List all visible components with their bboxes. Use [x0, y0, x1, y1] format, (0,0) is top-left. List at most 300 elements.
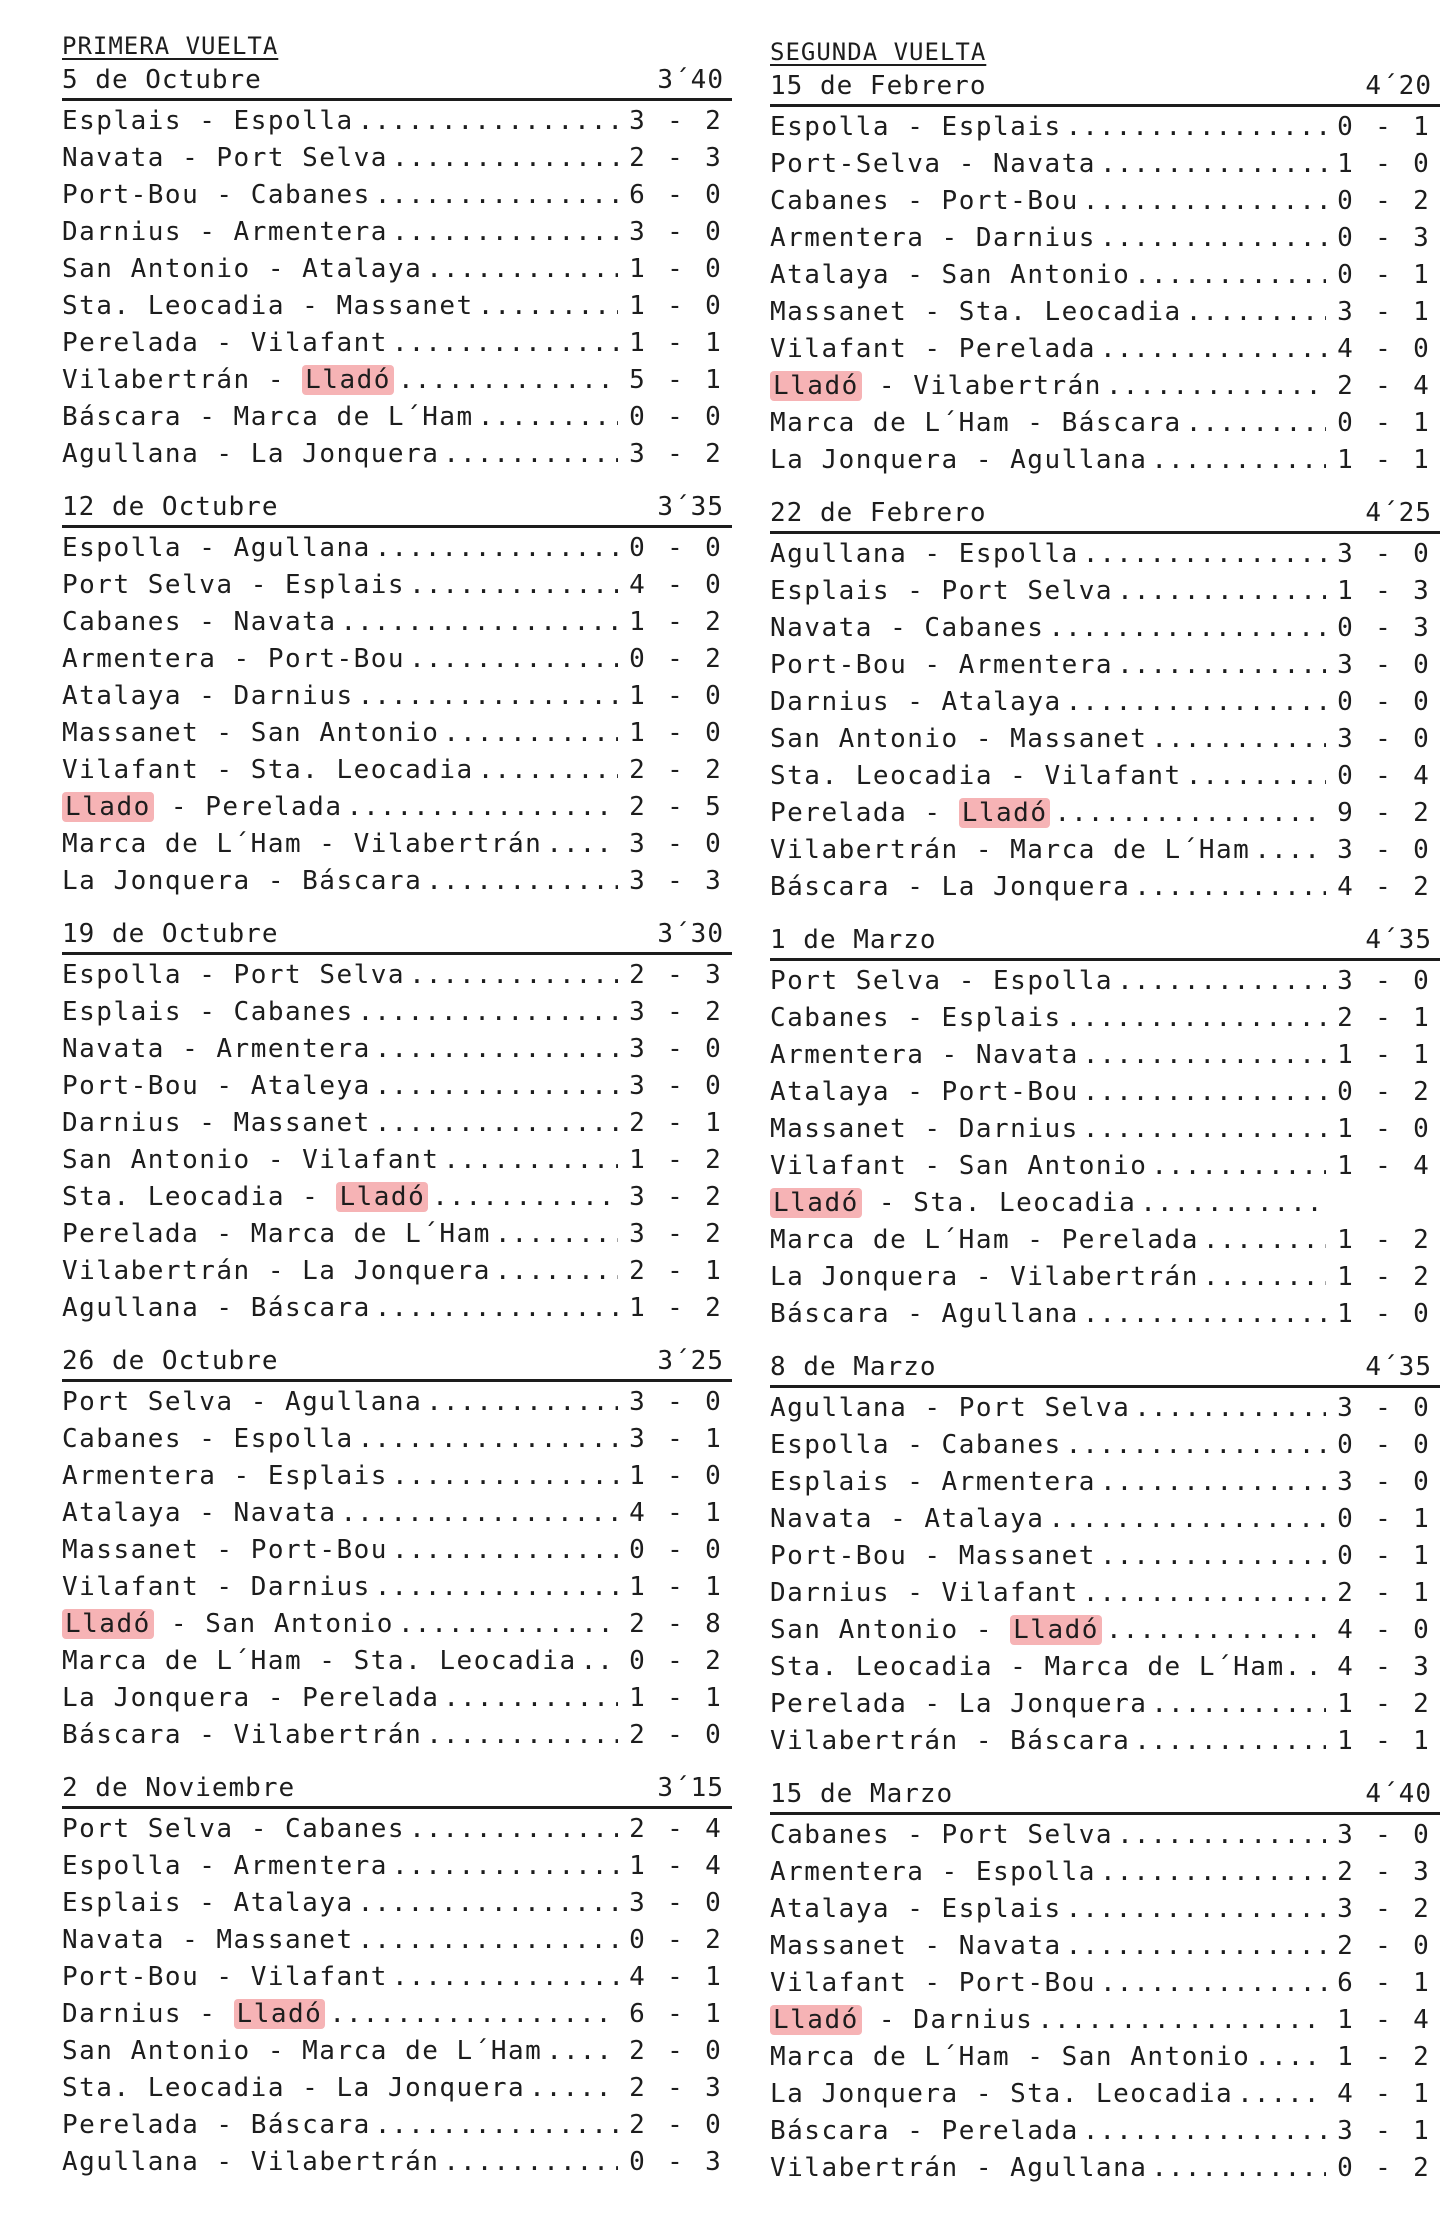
- score-dash: -: [1375, 2042, 1391, 2072]
- home-score: 0: [1337, 1430, 1353, 1460]
- match-score: [1330, 869, 1440, 906]
- match-row: [770, 758, 1440, 795]
- home-score: 0: [1337, 223, 1353, 253]
- away-score: 0: [1413, 650, 1429, 680]
- match-teams: [62, 325, 388, 362]
- match-teams: [62, 1253, 491, 1290]
- score-dash: -: [1375, 371, 1391, 401]
- vs-separator: -: [1010, 1225, 1062, 1255]
- score-dash: -: [1375, 1541, 1391, 1571]
- home-score: 4: [629, 1962, 645, 1992]
- away-team: Atalaya: [924, 1504, 1045, 1534]
- match-row: [770, 442, 1440, 479]
- home-team: Báscara: [770, 1299, 891, 1329]
- home-team: Port Selva: [62, 1387, 234, 1417]
- away-score: 1: [705, 1999, 721, 2029]
- vs-separator: -: [199, 328, 251, 358]
- home-team: La Jonquera: [62, 1683, 251, 1713]
- vs-separator: -: [250, 1256, 303, 1286]
- score-dash: -: [1375, 1931, 1391, 1961]
- away-score: 0: [1413, 1931, 1429, 1961]
- match-row: [770, 1390, 1440, 1427]
- match-teams: [770, 1649, 1302, 1686]
- dot-leader: [581, 1643, 618, 1680]
- away-score: 2: [705, 997, 721, 1027]
- home-team: Darnius: [770, 687, 891, 717]
- home-team: San Antonio: [62, 2036, 251, 2066]
- away-score: 3: [705, 2147, 721, 2177]
- dot-leader: [1117, 647, 1326, 684]
- home-score: 2: [629, 1720, 645, 1750]
- vs-separator: -: [199, 1572, 251, 1602]
- home-score: 5: [629, 365, 645, 395]
- dot-leader: [329, 1996, 618, 2033]
- score-dash: -: [667, 180, 683, 210]
- home-score: 3: [629, 997, 645, 1027]
- score-dash: -: [1375, 2005, 1391, 2035]
- match-score: [622, 1458, 732, 1495]
- match-row: [62, 1532, 732, 1569]
- score-dash: -: [667, 570, 683, 600]
- vs-separator: -: [182, 1720, 234, 1750]
- home-team: Vilabertrán: [770, 835, 959, 865]
- away-score: 0: [1413, 835, 1429, 865]
- match-score: [1330, 183, 1440, 220]
- match-row: [770, 1185, 1440, 1222]
- vs-separator: -: [199, 718, 251, 748]
- home-score: 2: [1337, 1003, 1353, 1033]
- home-team: Cabanes: [62, 607, 183, 637]
- home-score: 2: [629, 143, 645, 173]
- match-score: [622, 1532, 732, 1569]
- round-time: 3´25: [657, 1346, 724, 1376]
- round-header: [770, 68, 1440, 107]
- home-score: 3: [629, 829, 645, 859]
- dot-leader: [1100, 1464, 1326, 1501]
- vs-separator: -: [216, 644, 268, 674]
- home-team: Darnius: [62, 1108, 183, 1138]
- away-team: Espolla: [233, 1424, 354, 1454]
- home-score: 3: [629, 1182, 645, 1212]
- away-score: 1: [705, 1683, 721, 1713]
- score-dash: -: [1375, 576, 1391, 606]
- match-row: [62, 103, 732, 140]
- dot-leader: [1066, 1427, 1326, 1464]
- dot-leader: [392, 214, 618, 251]
- score-dash: -: [1375, 1467, 1391, 1497]
- away-score: 4: [705, 1851, 721, 1881]
- match-row: [770, 331, 1440, 368]
- round-header: [770, 1349, 1440, 1388]
- away-score: 0: [705, 1888, 721, 1918]
- match-score: [1330, 220, 1440, 257]
- home-score: 3: [1337, 1393, 1353, 1423]
- match-teams: [62, 641, 405, 678]
- home-team: Báscara: [62, 1720, 183, 1750]
- match-teams: [62, 2107, 371, 2144]
- match-score: [622, 567, 732, 604]
- dot-leader: [1100, 1538, 1326, 1575]
- away-team: La Jonquera: [302, 1256, 491, 1286]
- match-score: [1330, 1222, 1440, 1259]
- away-score: 2: [1413, 872, 1429, 902]
- home-team: Perelada: [770, 1689, 908, 1719]
- home-team: Báscara: [62, 402, 183, 432]
- dot-leader: [1151, 442, 1326, 479]
- away-score: 0: [705, 570, 721, 600]
- half-title: SEGUNDA VUELTA: [770, 38, 987, 66]
- dot-leader: [546, 826, 618, 863]
- vs-separator: -: [890, 1003, 942, 1033]
- match-teams: [62, 1996, 325, 2033]
- match-score: [622, 1717, 732, 1754]
- dot-leader: [1106, 368, 1326, 405]
- match-score: [622, 641, 732, 678]
- away-score: 5: [705, 792, 721, 822]
- round-block: [770, 68, 1440, 479]
- match-row: [62, 1885, 732, 1922]
- vs-separator: -: [958, 1615, 1011, 1645]
- score-dash: -: [667, 143, 683, 173]
- match-teams: [770, 1891, 1062, 1928]
- match-teams: [770, 1390, 1130, 1427]
- score-dash: -: [667, 755, 683, 785]
- score-dash: -: [1375, 1504, 1391, 1534]
- dot-leader: [1117, 573, 1326, 610]
- away-team: Lladó: [302, 365, 394, 395]
- match-score: [622, 1253, 732, 1290]
- round-date: 8 de Marzo: [770, 1352, 937, 1382]
- match-teams: [62, 2144, 439, 2181]
- vs-separator: -: [233, 1387, 286, 1417]
- dot-leader: [529, 2070, 618, 2107]
- away-score: 1: [1413, 2079, 1429, 2109]
- away-team: Navata: [993, 149, 1096, 179]
- vs-separator: -: [182, 1108, 234, 1138]
- home-score: 1: [1337, 1151, 1353, 1181]
- vs-separator: -: [890, 576, 942, 606]
- away-score: 1: [1413, 408, 1429, 438]
- score-dash: -: [667, 291, 683, 321]
- vs-separator: -: [907, 1689, 959, 1719]
- home-team: Agullana: [770, 1393, 908, 1423]
- home-team: Esplais: [770, 576, 891, 606]
- home-team: La Jonquera: [770, 445, 959, 475]
- away-score: 1: [705, 1498, 721, 1528]
- vs-separator: -: [285, 291, 337, 321]
- away-team: Navata: [958, 1931, 1062, 1961]
- match-teams: [770, 2039, 1250, 2076]
- match-row: [62, 1717, 732, 1754]
- home-team: Vilabertrán: [770, 1726, 959, 1756]
- round-header: [62, 1770, 732, 1809]
- vs-separator: -: [890, 186, 942, 216]
- home-score: 6: [629, 1999, 645, 2029]
- score-dash: -: [1375, 2079, 1391, 2109]
- score-dash: -: [1375, 186, 1391, 216]
- match-row: [62, 957, 732, 994]
- match-row: [770, 405, 1440, 442]
- away-score: 0: [705, 1461, 721, 1491]
- dot-leader: [398, 362, 618, 399]
- match-teams: [770, 1185, 1136, 1222]
- match-teams: [770, 721, 1147, 758]
- away-team: Vilafant: [941, 1578, 1079, 1608]
- match-teams: [62, 1105, 371, 1142]
- home-score: 0: [629, 1646, 645, 1676]
- home-team: Massanet: [770, 297, 908, 327]
- match-row: [770, 109, 1440, 146]
- match-teams: [770, 1296, 1079, 1333]
- match-row: [62, 1495, 732, 1532]
- match-teams: [62, 2070, 525, 2107]
- home-team: Vilafant: [62, 1572, 200, 1602]
- match-teams: [62, 436, 439, 473]
- away-score: 1: [705, 365, 721, 395]
- dot-leader: [478, 288, 618, 325]
- match-row: [770, 795, 1440, 832]
- away-team: Esplais: [941, 112, 1062, 142]
- home-score: 1: [1337, 1262, 1353, 1292]
- match-row: [770, 1891, 1440, 1928]
- vs-separator: -: [250, 254, 303, 284]
- vs-separator: -: [216, 1461, 268, 1491]
- score-dash: -: [667, 1999, 683, 2029]
- home-team: Perelada: [62, 328, 200, 358]
- away-team: Marca de L´Ham: [233, 402, 474, 432]
- match-score: [1330, 1259, 1440, 1296]
- match-row: [62, 1643, 732, 1680]
- match-row: [62, 1031, 732, 1068]
- vs-separator: -: [907, 798, 959, 828]
- away-score: 4: [1413, 2005, 1429, 2035]
- home-score: 3: [629, 1888, 645, 1918]
- vs-separator: -: [890, 1467, 942, 1497]
- score-dash: -: [1375, 613, 1391, 643]
- match-score: [1330, 257, 1440, 294]
- match-score: [622, 1068, 732, 1105]
- match-row: [62, 826, 732, 863]
- home-score: 3: [1337, 650, 1353, 680]
- vs-separator: -: [907, 1151, 959, 1181]
- away-score: 1: [1413, 1541, 1429, 1571]
- away-score: 2: [705, 1925, 721, 1955]
- home-score: 1: [629, 1461, 645, 1491]
- match-teams: [62, 1421, 354, 1458]
- away-team: Cabanes: [285, 1814, 406, 1844]
- match-teams: [62, 2033, 542, 2070]
- away-score: 1: [1413, 260, 1429, 290]
- score-dash: -: [667, 402, 683, 432]
- away-score: 2: [705, 1182, 721, 1212]
- match-score: [1330, 2002, 1440, 2039]
- away-team: Perelada: [958, 334, 1096, 364]
- away-score: 3: [705, 960, 721, 990]
- dot-leader: [346, 789, 618, 826]
- away-score: 0: [705, 180, 721, 210]
- match-teams: [770, 1148, 1147, 1185]
- home-team: Massanet: [770, 1114, 908, 1144]
- away-score: 0: [1413, 149, 1429, 179]
- match-teams: [62, 530, 371, 567]
- match-score: [1330, 1723, 1440, 1760]
- home-score: 2: [629, 2110, 645, 2140]
- segunda-vuelta-column: [770, 36, 1440, 2203]
- match-teams: [770, 2150, 1147, 2187]
- match-score: [1330, 832, 1440, 869]
- match-row: [770, 536, 1440, 573]
- dot-leader: [1306, 1649, 1326, 1686]
- score-dash: -: [667, 644, 683, 674]
- score-dash: -: [667, 2147, 683, 2177]
- home-score: 9: [1337, 798, 1353, 828]
- home-score: 4: [1337, 1652, 1353, 1682]
- score-dash: -: [667, 1034, 683, 1064]
- home-score: 1: [629, 328, 645, 358]
- away-score: 2: [1413, 186, 1429, 216]
- home-score: 4: [1337, 334, 1353, 364]
- score-dash: -: [1375, 1857, 1391, 1887]
- match-teams: [770, 963, 1113, 1000]
- match-teams: [62, 678, 354, 715]
- dot-leader: [1066, 1000, 1326, 1037]
- away-score: 2: [705, 1646, 721, 1676]
- away-team: Perelada: [205, 792, 343, 822]
- home-team: Vilafant: [770, 1151, 908, 1181]
- vs-separator: -: [890, 2116, 942, 2146]
- away-team: Marca de L´Ham: [250, 1219, 491, 1249]
- vs-separator: -: [199, 755, 251, 785]
- away-score: 3: [705, 143, 721, 173]
- match-row: [62, 1569, 732, 1606]
- score-dash: -: [1375, 1578, 1391, 1608]
- match-teams: [770, 368, 1102, 405]
- match-teams: [62, 826, 542, 863]
- home-team: Esplais: [62, 997, 183, 1027]
- match-teams: [62, 1606, 394, 1643]
- score-dash: -: [667, 1461, 683, 1491]
- away-score: 0: [1413, 1467, 1429, 1497]
- home-team: Cabanes: [770, 1003, 891, 1033]
- score-dash: -: [1375, 1430, 1391, 1460]
- home-score: 0: [629, 644, 645, 674]
- home-team: Port-Bou: [62, 1071, 200, 1101]
- vs-separator: -: [872, 1504, 925, 1534]
- away-team: Port Selva: [216, 143, 388, 173]
- match-teams: [770, 1464, 1096, 1501]
- round-header: [770, 495, 1440, 534]
- match-row: [770, 2002, 1440, 2039]
- home-team: Espolla: [62, 960, 183, 990]
- match-score: [1330, 1037, 1440, 1074]
- dot-leader: [375, 1068, 618, 1105]
- home-team: Lladó: [770, 2005, 862, 2035]
- home-team: Atalaya: [770, 260, 891, 290]
- away-score: 0: [1413, 724, 1429, 754]
- match-score: [622, 1922, 732, 1959]
- home-team: Espolla: [62, 533, 183, 563]
- away-team: Báscara: [250, 1293, 371, 1323]
- match-teams: [62, 957, 405, 994]
- match-teams: [770, 1723, 1130, 1760]
- dot-leader: [1203, 1222, 1326, 1259]
- vs-separator: -: [182, 997, 234, 1027]
- match-row: [62, 1216, 732, 1253]
- home-team: Atalaya: [62, 1498, 183, 1528]
- away-score: 1: [705, 328, 721, 358]
- home-team: Atalaya: [770, 1077, 891, 1107]
- match-teams: [62, 715, 439, 752]
- away-team: Vilafant: [302, 1145, 440, 1175]
- home-score: 3: [1337, 724, 1353, 754]
- score-dash: -: [1375, 1003, 1391, 1033]
- vs-separator: -: [199, 439, 251, 469]
- dot-leader: [375, 177, 618, 214]
- score-dash: -: [667, 217, 683, 247]
- score-dash: -: [667, 533, 683, 563]
- score-dash: -: [1375, 835, 1391, 865]
- home-team: Darnius: [62, 217, 183, 247]
- home-score: 1: [1337, 1040, 1353, 1070]
- match-teams: [62, 288, 474, 325]
- score-dash: -: [1375, 223, 1391, 253]
- match-score: [622, 288, 732, 325]
- dot-leader: [1117, 1817, 1326, 1854]
- vs-separator: -: [890, 1820, 942, 1850]
- score-dash: -: [1375, 1225, 1391, 1255]
- match-row: [770, 1296, 1440, 1333]
- rounds: [770, 68, 1440, 2187]
- home-score: 2: [1337, 1857, 1353, 1887]
- home-team: San Antonio: [770, 724, 959, 754]
- match-row: [770, 721, 1440, 758]
- home-score: 0: [1337, 761, 1353, 791]
- match-row: [770, 1000, 1440, 1037]
- away-team: Sta. Leocadia: [913, 1188, 1137, 1218]
- vs-separator: -: [285, 2073, 337, 2103]
- vs-separator: -: [199, 1293, 251, 1323]
- away-team: Darnius: [913, 2005, 1034, 2035]
- away-team: Vilafant: [250, 328, 388, 358]
- away-team: Vilabertrán: [353, 829, 543, 859]
- vs-separator: -: [890, 687, 942, 717]
- match-row: [62, 1996, 732, 2033]
- score-dash: -: [1375, 872, 1391, 902]
- match-score: [1330, 1612, 1440, 1649]
- away-score: 0: [1413, 539, 1429, 569]
- dot-leader: [358, 1885, 618, 1922]
- home-score: 2: [629, 1256, 645, 1286]
- match-score: [1330, 1111, 1440, 1148]
- dot-leader: [443, 1142, 618, 1179]
- away-score: 1: [1413, 1578, 1429, 1608]
- round-block: [62, 1343, 732, 1754]
- home-team: Vilafant: [770, 334, 908, 364]
- home-score: 1: [1337, 576, 1353, 606]
- home-score: 3: [629, 106, 645, 136]
- score-dash: -: [1375, 260, 1391, 290]
- match-score: [622, 2107, 732, 2144]
- away-team: Agullana: [941, 1299, 1079, 1329]
- home-score: 3: [629, 217, 645, 247]
- dot-leader: [375, 1290, 618, 1327]
- match-row: [770, 647, 1440, 684]
- away-team: Massanet: [958, 1541, 1096, 1571]
- home-score: 2: [629, 2036, 645, 2066]
- score-dash: -: [1375, 408, 1391, 438]
- home-score: 3: [1337, 539, 1353, 569]
- dot-leader: [1083, 183, 1326, 220]
